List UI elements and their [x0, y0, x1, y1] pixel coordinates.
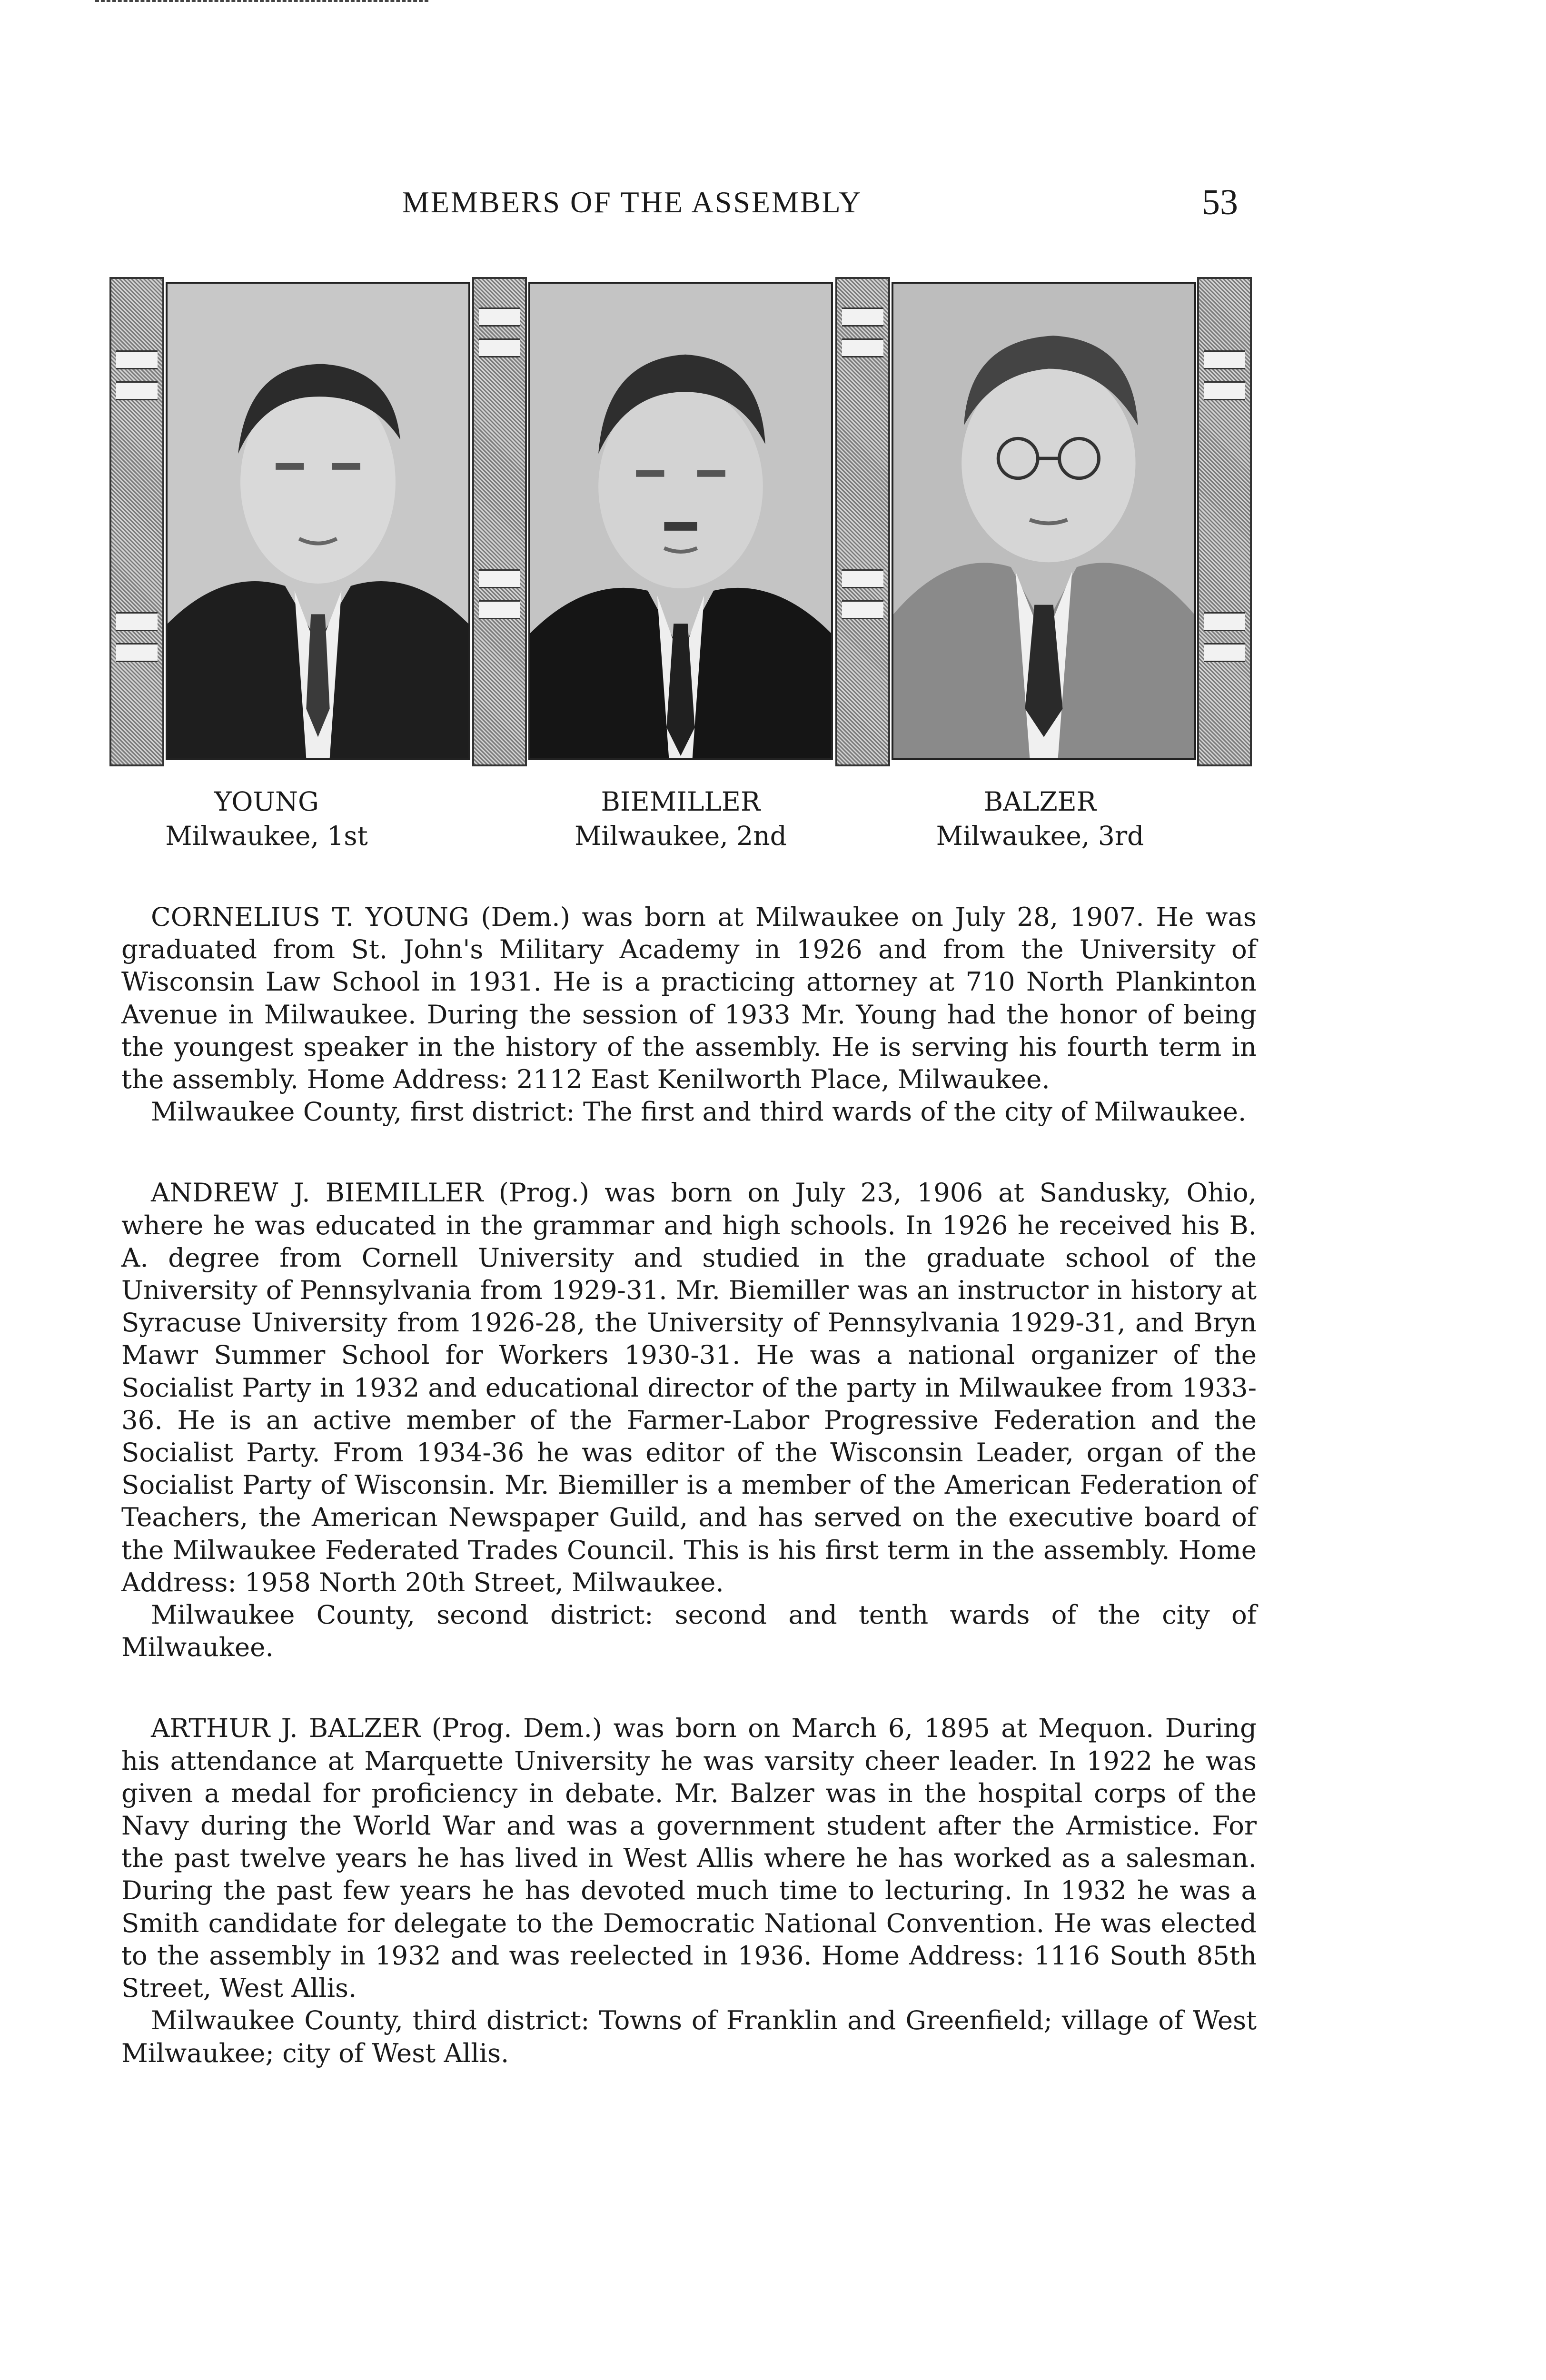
- top-edge-rule: [95, 0, 428, 5]
- caption-district: Milwaukee, 2nd: [575, 821, 787, 851]
- portrait-balzer-icon: [892, 282, 1196, 760]
- page-number: 53: [1202, 182, 1238, 222]
- biography-biemiller: ANDREW J. BIEMILLER (Prog.) was born on July 23, 1906 at Sandusky, Ohio, where he was educated in the grammar and high schools. In 1926 he received his B. A. degree from Cornell University and studied in the graduate school of the University of Pennsylvania from 1929-31. Mr. Biemiller was an instructor in history at Syracuse University from 1926-28, the University of Pennsylvania 1929-31, and Bryn Mawr Summer School for Workers 1930-31. He was a national organizer of the Socialist Party in 1932 and educational director of the party in Milwaukee from 1933-36. He is an active member of the Farmer-Labor Progressive Federation and the Socialist Party. From 1934-36 he was editor of the Wisconsin Leader, organ of the Socialist Party of Wisconsin. Mr. Biemiller is a member of the American Federation of Teachers, the American Newspaper Guild, and has served on the executive board of the Milwaukee Federated Trades Council. This is his first term in the assembly. Home Address: 1958 North 20th Street, Milwaukee.: [121, 1177, 1257, 1597]
- district-balzer: Milwaukee County, third district: Towns of Franklin and Greenfield; village of West Milwaukee; city of West Allis.: [121, 2005, 1257, 2068]
- page-title: MEMBERS OF THE ASSEMBLY: [402, 185, 862, 219]
- running-head: [0, 182, 1546, 237]
- biography-balzer: ARTHUR J. BALZER (Prog. Dem.) was born on March 6, 1895 at Mequon. During his attendance at Marquette University he was varsity cheer leader. In 1922 he was given a medal for proficiency in debate. Mr. Balzer was in the hospital corps of the Navy during the World War and was a government student after the Armistice. For the past twelve years he has lived in West Allis where he has worked as a salesman. During the past few years he has devoted much time to lecturing. In 1932 he was a Smith candidate for delegate to the Democratic National Convention. He was elected to the assembly in 1932 and was reelected in 1936. Home Address: 1116 South 85th Street, West Allis.: [121, 1713, 1257, 2003]
- portrait-young-icon: [166, 282, 470, 760]
- caption-young: [100, 784, 433, 853]
- caption-surname: BIEMILLER: [601, 786, 761, 817]
- frame-border-mid-1: [472, 277, 527, 766]
- biography-text: [121, 901, 1257, 2069]
- frame-border-left: [109, 277, 164, 766]
- biography-young: CORNELIUS T. YOUNG (Dem.) was born at Milwaukee on July 28, 1907. He was graduated from St. John's Military Academy in 1926 and from the University of Wisconsin Law School in 1931. He is a practicing attorney at 710 North Plankinton Avenue in Milwaukee. During the session of 1933 Mr. Young had the honor of being the youngest speaker in the history of the assembly. He is serving his fourth term in the assembly. Home Address: 2112 East Kenilworth Place, Milwaukee.: [121, 902, 1257, 1095]
- caption-surname: YOUNG: [214, 786, 319, 817]
- caption-district: Milwaukee, 3rd: [936, 821, 1144, 851]
- caption-district: Milwaukee, 1st: [165, 821, 368, 851]
- portrait-captions: [109, 784, 1252, 861]
- district-young: Milwaukee County, first district: The first and third wards of the city of Milwaukee.: [151, 1096, 1247, 1127]
- frame-border-right: [1197, 277, 1252, 766]
- caption-surname: BALZER: [983, 786, 1097, 817]
- caption-balzer: [873, 784, 1207, 853]
- caption-biemiller: [514, 784, 847, 853]
- portrait-band: [109, 277, 1252, 766]
- frame-border-mid-2: [835, 277, 890, 766]
- portrait-biemiller-icon: [528, 282, 833, 760]
- district-biemiller: Milwaukee County, second district: second and tenth wards of the city of Milwaukee.: [121, 1599, 1257, 1663]
